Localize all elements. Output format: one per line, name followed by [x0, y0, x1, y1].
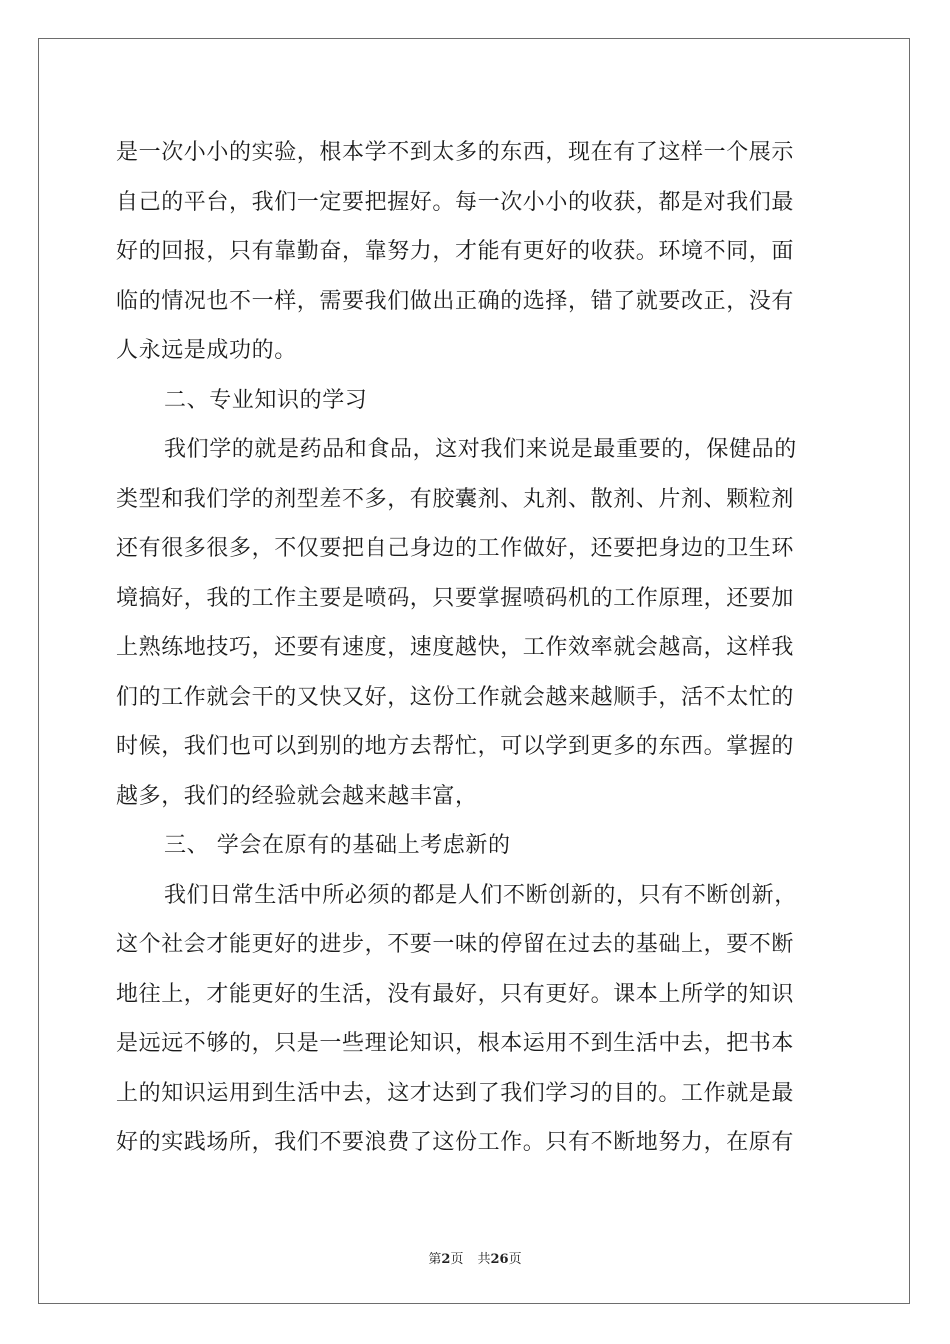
text-line: 是一次小小的实验，根本学不到太多的东西，现在有了这样一个展示	[116, 140, 795, 165]
total-label-suffix: 页	[508, 1252, 522, 1267]
text-line: 自己的平台，我们一定要把握好。每一次小小的收获，都是对我们最	[116, 189, 795, 215]
text-line: 好的实践场所，我们不要浪费了这份工作。只有不断地努力，在原有	[116, 1130, 795, 1155]
page-label-prefix: 第	[428, 1252, 442, 1267]
page-footer	[0, 1248, 950, 1267]
total-label-prefix: 共	[477, 1252, 491, 1267]
text-line: 境搞好，我的工作主要是喷码，只要掌握喷码机的工作原理，还要加	[116, 585, 795, 611]
text-line: 好的回报，只有靠勤奋，靠努力，才能有更好的收获。环境不同，面	[116, 239, 795, 264]
text-line: 上的知识运用到生活中去，这才达到了我们学习的目的。工作就是最	[116, 1080, 795, 1106]
text-line: 二、专业知识的学习	[164, 387, 368, 413]
text-line: 人永远是成功的。	[116, 338, 297, 363]
text-line: 临的情况也不一样，需要我们做出正确的选择，错了就要改正，没有	[116, 288, 795, 314]
text-line: 类型和我们学的剂型差不多，有胶囊剂、丸剂、散剂、片剂、颗粒剂	[116, 486, 795, 512]
page-number: 2	[441, 1252, 451, 1267]
text-line: 我们日常生活中所必须的都是人们不断创新的，只有不断创新，	[164, 882, 797, 908]
text-line: 越多，我们的经验就会越来越丰富，	[116, 783, 478, 809]
document-body	[116, 128, 834, 1168]
text-line: 这个社会才能更好的进步，不要一味的停留在过去的基础上，要不断	[116, 932, 795, 957]
text-line: 三、 学会在原有的基础上考虑新的	[164, 833, 511, 858]
text-line: 地往上，才能更好的生活，没有最好，只有更好。课本上所学的知识	[116, 981, 795, 1007]
text-line: 时候，我们也可以到别的地方去帮忙，可以学到更多的东西。掌握的	[116, 734, 795, 759]
text-line: 还有很多很多，不仅要把自己身边的工作做好，还要把身边的卫生环	[116, 536, 795, 561]
text-line: 我们学的就是药品和食品，这对我们来说是最重要的，保健品的	[164, 437, 797, 462]
text-line: 们的工作就会干的又快又好，这份工作就会越来越顺手，活不太忙的	[116, 684, 795, 710]
total-pages: 26	[490, 1252, 509, 1267]
text-line: 上熟练地技巧，还要有速度，速度越快，工作效率就会越高，这样我	[116, 635, 795, 660]
page-label-suffix: 页	[450, 1252, 464, 1267]
text-line: 是远远不够的，只是一些理论知识，根本运用不到生活中去，把书本	[116, 1031, 795, 1056]
